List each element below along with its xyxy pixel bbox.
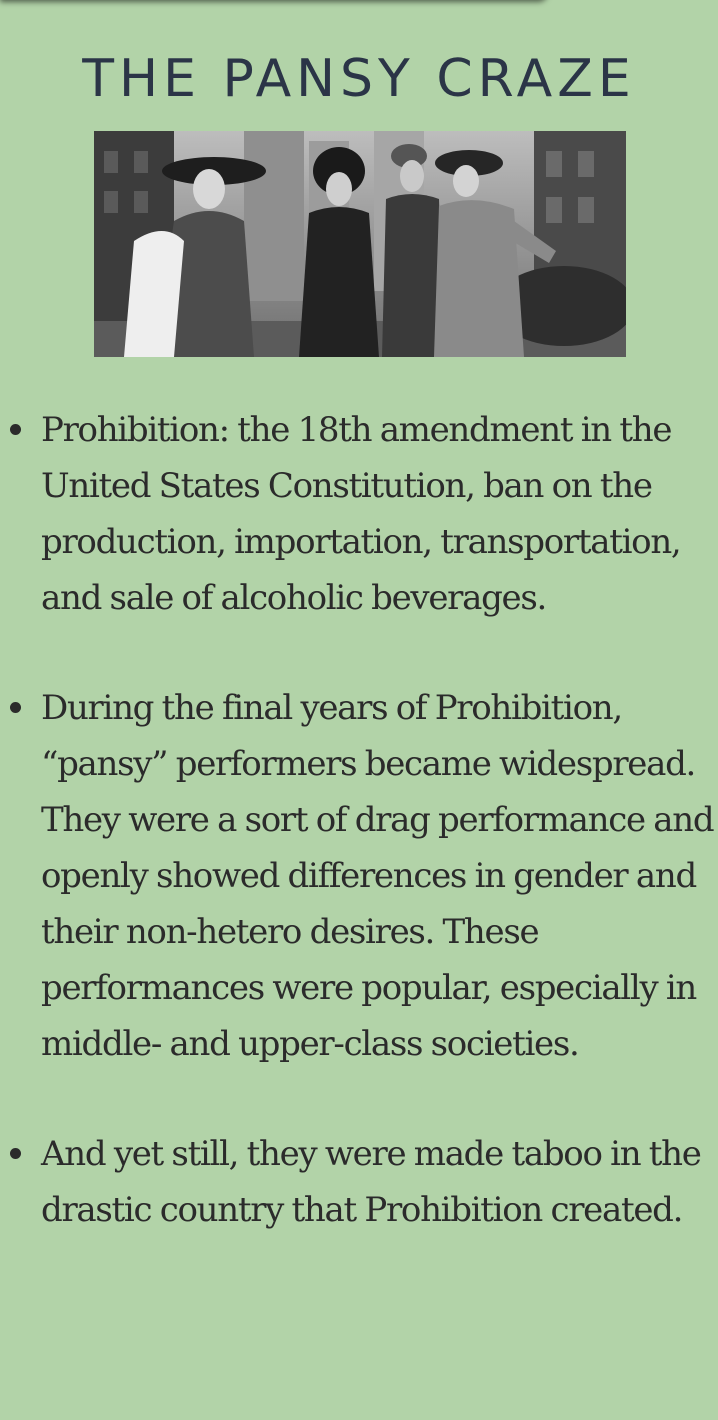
bullet-text: During the final years of Prohibition, “pansy” performers became widespread. They were a sort of drag performance and openly showed differences in gender and their non-hetero desires. These performances were popular, especially in middle- and upper-class societies. [41, 688, 714, 1064]
bullet-dot [10, 1148, 21, 1159]
bullet-dot [10, 702, 21, 713]
historical-photo [94, 131, 626, 357]
page-title: THE PANSY CRAZE [82, 49, 636, 109]
bullet-text: And yet still, they were made taboo in the drastic country that Prohibition created. [41, 1134, 701, 1230]
bullet-text: Prohibition: the 18th amendment in the United States Constitution, ban on the production, importation, transportation, and sale of alcoholic beverages. [41, 410, 681, 618]
bullet-item [0, 680, 718, 1072]
performers-photo-illustration [94, 131, 626, 357]
bullet-item [0, 402, 718, 626]
bullet-item [0, 1126, 718, 1238]
bullet-dot [10, 424, 21, 435]
bullet-list [0, 402, 718, 1238]
